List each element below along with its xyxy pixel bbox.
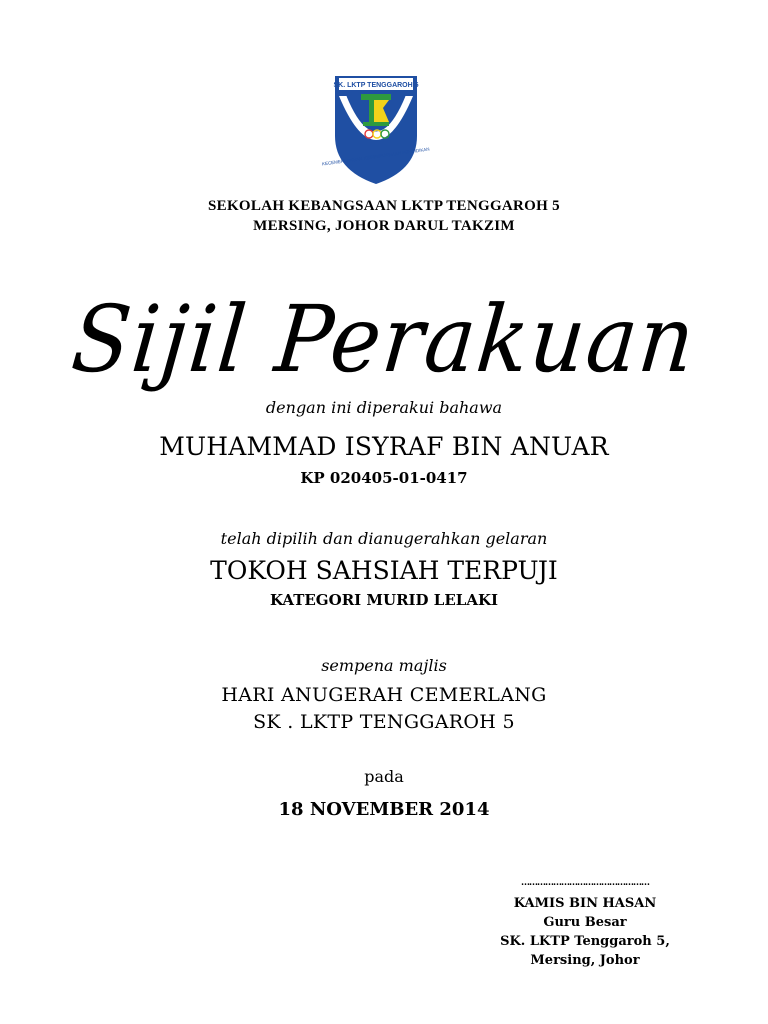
crest-ring-text: KECEMERLANGAN KESEMPURNAAN PENDIDIKAN [321,146,430,167]
signatory-place: Mersing, Johor [530,953,640,968]
intro-text: dengan ini diperakui bahawa [265,398,503,417]
award-title: TOKOH SAHSIAH TERPUJI [210,556,558,585]
event-intro-text: sempena majlis [321,656,447,675]
recipient-name: MUHAMMAD ISYRAF BIN ANUAR [159,432,609,461]
award-category: KATEGORI MURID LELAKI [269,591,499,609]
crest-banner-text: SK. LKTP TENGGAROH 5 [333,82,419,89]
signatory-name: KAMIS BIN HASAN [513,896,657,911]
event-date: 18 NOVEMBER 2014 [278,799,490,820]
date-intro-text: pada [364,767,404,786]
school-crest-logo [321,74,430,186]
event-venue: SK . LKTP TENGGAROH 5 [253,711,515,733]
school-location: MERSING, JOHOR DARUL TAKZIM [253,218,515,234]
signatory-position: Guru Besar [543,915,627,930]
certificate-title: Sijil Perakuan [67,286,701,393]
recipient-id: KP 020405-01-0417 [300,469,468,487]
signature-line: ………………………………………… [521,878,649,888]
award-intro-text: telah dipilih dan dianugerahkan gelaran [220,529,548,548]
signatory-organization: SK. LKTP Tenggaroh 5, [500,934,670,949]
event-name: HARI ANUGERAH CEMERLANG [221,684,547,706]
school-name: SEKOLAH KEBANGSAAN LKTP TENGGAROH 5 [208,198,560,214]
